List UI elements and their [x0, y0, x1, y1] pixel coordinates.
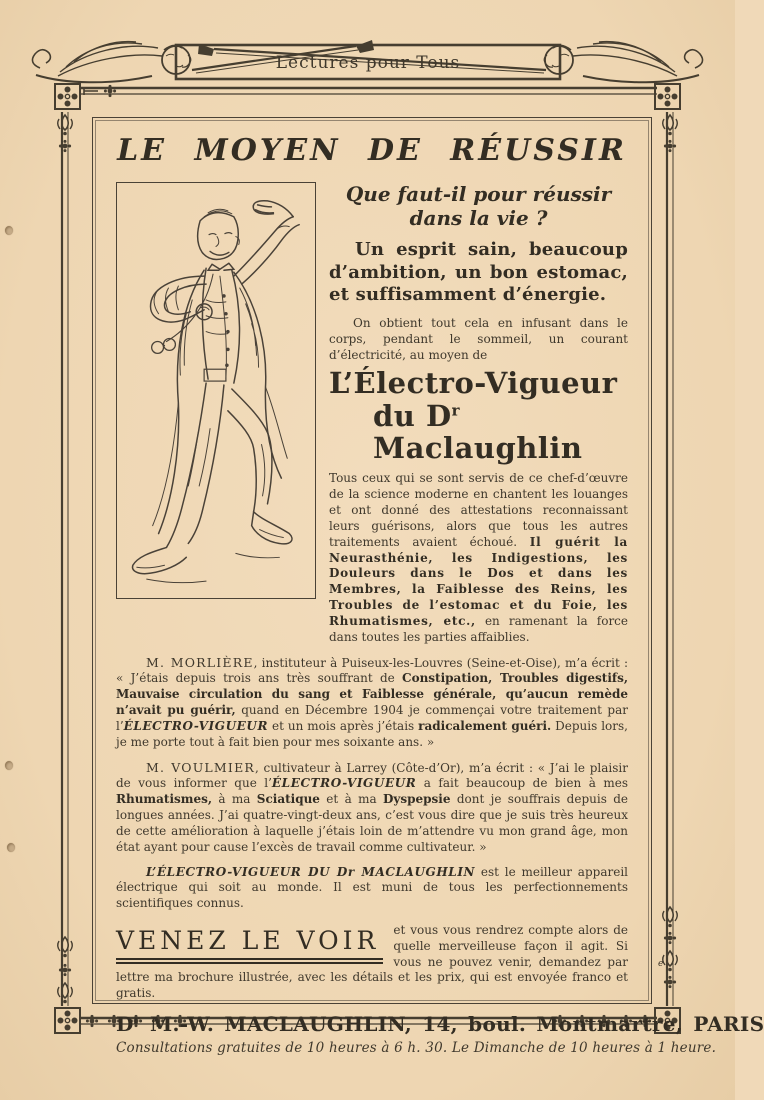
page-title: LE MOYEN DE RÉUSSIR [117, 133, 627, 168]
testimonial-voulmier: M. VOULMIER, cultivateur à Larrey (Côte-d’Or), m’a écrit : « J’ai le plaisir de vous informer que l’ÉLECTRO-VIGUEUR a fait beaucoup de bien à mes Rhumatismes, à ma Sciatique et à ma Dyspepsie dont je souffrais depuis de longues années. J’ai quatre-vingt-deux ans, c’est vous dire que je suis très heureux de cette amélioration à laquelle j’étais loin de m’attendre vu mon grand âge, mon état ayant pour cause l’excès de travail comme cultivateur. » [116, 759, 629, 854]
headline-question: Que faut-il pour réussir dans la vie ? [345, 182, 612, 230]
product-name: L’Électro-Vigueur du $D^r$ Maclaughlin [329, 366, 618, 465]
testimonial-morliere: M. MORLIÈRE, instituteur à Puiseux-les-Louvres (Seine-et-Oise), m’a écrit : « J’étais depuis trois ans très souffrant de Constipation, Troubles digestifs, Mauvaise circulation du sang et Faiblesse générale, qu’aucun remède n’avait pu guérir, quand en Décembre 1904 je commençai votre traitement par l’ÉLECTRO-VIGUEUR et un mois après j’étais radicalement guéri. Depuis lors, je me porte tout à fait bien pour mes soixante ans. » [116, 654, 628, 749]
content-frame [92, 117, 764, 1057]
advertisement-content [96, 121, 764, 1057]
address-line: $D^r$ M.-W. MACLAUGHLIN, 14, boul. Montmartre, PARIS [116, 1012, 764, 1037]
binding-hole [5, 226, 13, 235]
masthead [32, 40, 702, 82]
venez-le-voir-cta: VENEZ LE VOIR [116, 924, 383, 964]
lead-paragraph: On obtient tout cela en infusant dans le corps, pendant le sommeil, un courant d’électricité, au moyen de [329, 315, 628, 362]
printer-mark: e [658, 959, 664, 969]
binding-hole [5, 761, 13, 770]
consultations-line: Consultations gratuites de 10 heures à 6 h. 30. Le Dimanche de 10 heures à 1 heure. [116, 1040, 717, 1057]
binding-hole [7, 843, 15, 852]
summary-paragraph: L’ÉLECTRO-VIGUEUR DU Dr MACLAUGHLIN est le meilleur appareil électrique qui soit au monde. Il est muni de tous les perfectionnements scientifiques connus. [116, 864, 628, 911]
benefits-paragraph: Tous ceux qui se sont servis de ce chef-d’œuvre de la science moderne en chantent les louanges et ont donné des attestations reconnaissant leurs guérisons, alors que tous les autres traitements avaient échoué. Il guérit la Neurasthénie, les Indigestions, les Douleurs dans le Dos et dans les Membres, la Faiblesse des Reins, les Troubles de l’estomac et du Foie, les Rhumatismes, etc., en ramenant la force dans toutes les parties affaiblies. [329, 471, 628, 644]
banner-title: Lectures pour Tous [275, 53, 461, 73]
visit-section [116, 923, 628, 1002]
visit-text: et vous vous rendrez compte alors de quelle merveilleuse façon il agit. Si vous ne pouvez venir, demandez par lettre ma brochure illustrée, avec les détails et les prix, qui est envoyée franco et gratis. [116, 923, 628, 1001]
headline-answer: Un esprit sain, beaucoup d’ambition, un bon estomac, et suffisamment d’énergie. [329, 239, 628, 305]
dancing-man-illustration [116, 182, 316, 599]
